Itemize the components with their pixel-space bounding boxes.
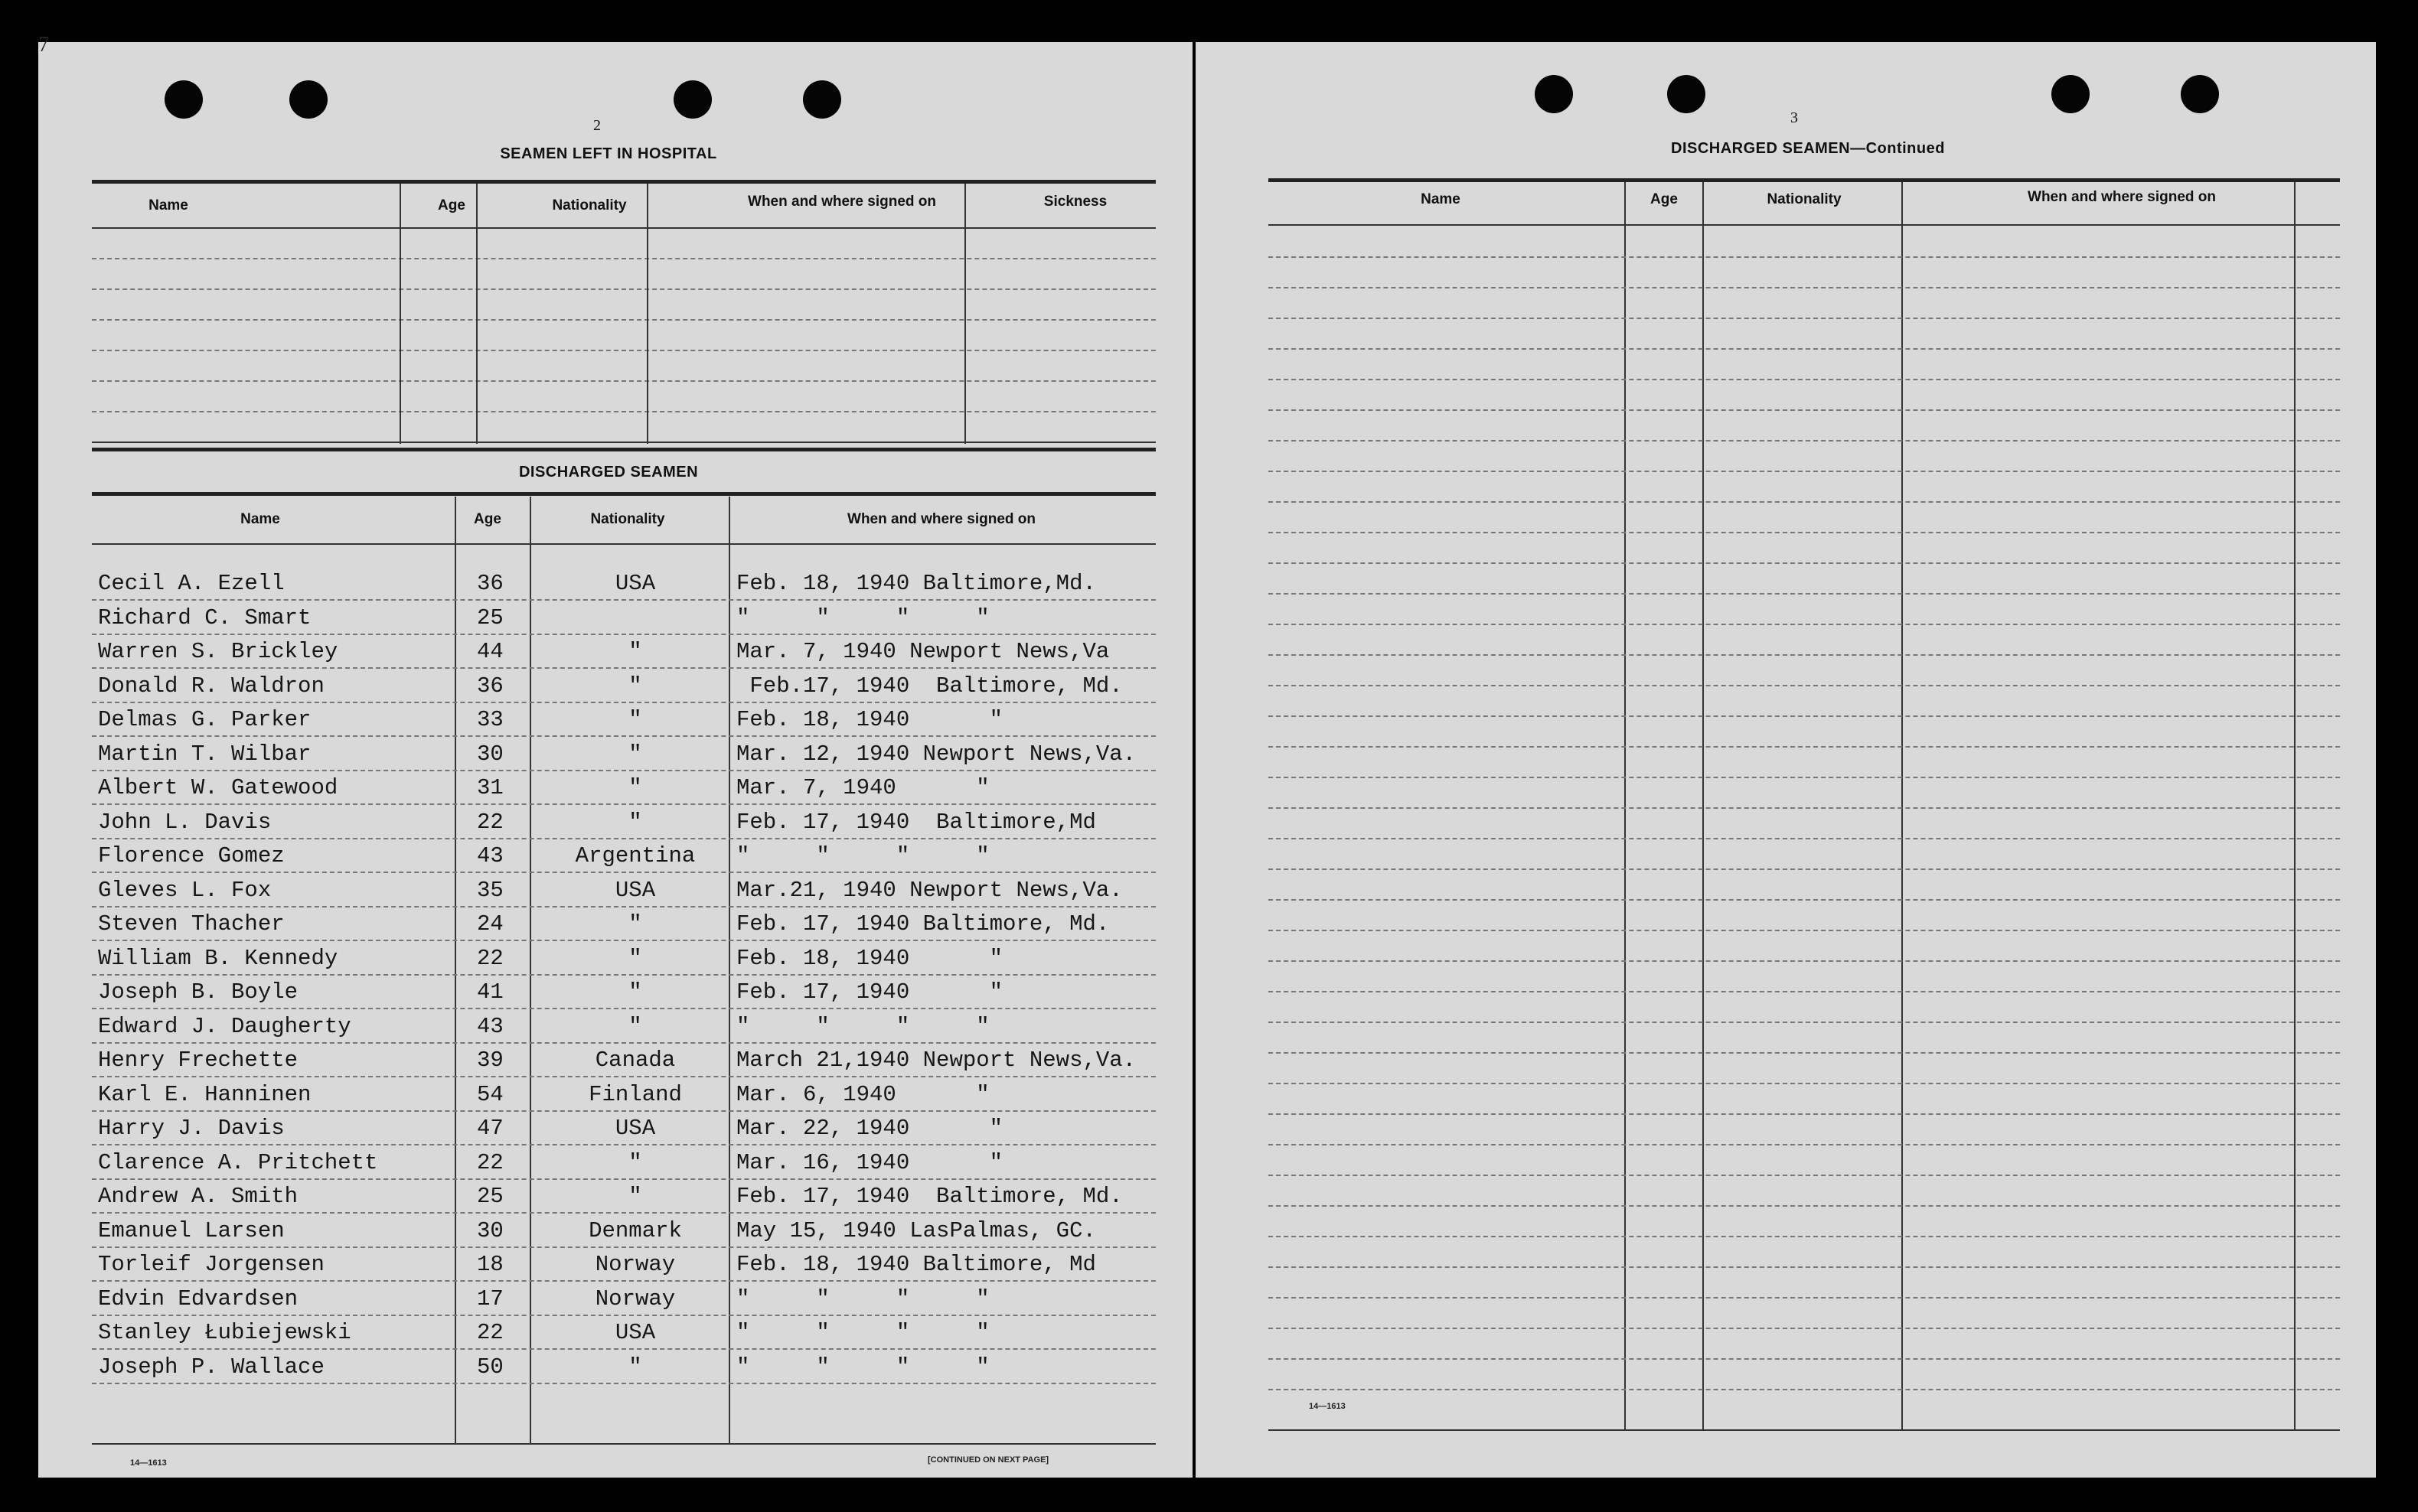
crew-age: 43 <box>477 843 504 868</box>
column-header-age: Age <box>438 197 465 213</box>
hospital-section-title: SEAMEN LEFT IN HOSPITAL <box>500 145 717 162</box>
crew-name: William B. Kennedy <box>98 946 338 971</box>
ruled-line <box>1268 991 2340 992</box>
continued-note: [CONTINUED ON NEXT PAGE] <box>928 1455 1049 1465</box>
crew-signed-on: Mar. 22, 1940 " <box>736 1116 1003 1141</box>
ruled-line <box>1268 593 2340 595</box>
ruled-line <box>92 803 1156 805</box>
crew-age: 22 <box>477 810 504 835</box>
column-header-sickness: Sickness <box>1043 194 1108 210</box>
ruled-line <box>92 872 1156 873</box>
crew-signed-on: Feb. 18, 1940 Baltimore, Md <box>736 1252 1096 1277</box>
form-number: 14—1613 <box>130 1458 167 1468</box>
ruled-line <box>92 735 1156 737</box>
ruled-line <box>92 1383 1156 1384</box>
crew-age: 36 <box>477 673 504 699</box>
ruled-line <box>1268 1389 2340 1390</box>
ruled-line <box>1268 501 2340 503</box>
crew-age: 33 <box>477 707 504 732</box>
crew-age: 24 <box>477 911 504 937</box>
column-header-name: Name <box>240 511 280 527</box>
crew-age: 50 <box>477 1354 504 1380</box>
column-header-signed-on: When and where signed on <box>748 194 936 210</box>
crew-name: Joseph P. Wallace <box>98 1354 325 1380</box>
ruled-line <box>1268 807 2340 809</box>
ruled-line <box>92 974 1156 976</box>
crew-signed-on: Mar. 6, 1940 " <box>736 1082 990 1107</box>
ruled-line <box>92 1110 1156 1112</box>
crew-signed-on: Mar. 16, 1940 " <box>736 1150 1003 1175</box>
ruled-line <box>92 1008 1156 1009</box>
ruled-line <box>1268 1266 2340 1268</box>
crew-signed-on: Feb. 18, 1940 " <box>736 707 1003 732</box>
ruled-line <box>92 599 1156 601</box>
column-divider <box>1901 182 1903 1429</box>
crew-name: Harry J. Davis <box>98 1116 285 1141</box>
crew-nationality: Finland <box>589 1082 682 1107</box>
crew-age: 30 <box>477 741 504 767</box>
crew-age: 43 <box>477 1014 504 1039</box>
crew-signed-on: Feb. 17, 1940 Baltimore, Md. <box>736 911 1110 937</box>
crew-signed-on: May 15, 1940 LasPalmas, GC. <box>736 1218 1096 1243</box>
crew-name: Martin T. Wilbar <box>98 741 312 767</box>
ruled-line <box>1268 287 2340 288</box>
crew-signed-on: Feb. 17, 1940 Baltimore,Md <box>736 810 1096 835</box>
table-rule <box>92 448 1156 451</box>
crew-nationality: USA <box>615 878 656 903</box>
ruled-line <box>92 1042 1156 1044</box>
crew-nationality: " <box>628 673 642 699</box>
crew-nationality: " <box>628 639 642 664</box>
crew-signed-on: Feb. 18, 1940 Baltimore,Md. <box>736 571 1096 596</box>
table-rule <box>92 442 1156 443</box>
crew-name: Emanuel Larsen <box>98 1218 285 1243</box>
ruled-line <box>1268 777 2340 778</box>
discharged-section-title: DISCHARGED SEAMEN <box>518 464 699 481</box>
left-page <box>38 33 1193 1478</box>
column-header-nationality: Nationality <box>552 197 627 213</box>
crew-age: 17 <box>477 1286 504 1312</box>
ruled-line <box>1268 654 2340 656</box>
column-header-age: Age <box>1650 191 1678 207</box>
ruled-line <box>92 350 1156 351</box>
crew-signed-on: " " " " <box>736 1354 990 1380</box>
ruled-line <box>92 1178 1156 1180</box>
table-rule <box>1268 224 2340 226</box>
crew-nationality: " <box>628 810 642 835</box>
crew-signed-on: Feb. 18, 1940 " <box>736 946 1003 971</box>
crew-nationality: USA <box>615 1320 656 1345</box>
crew-signed-on: " " " " <box>736 1014 990 1039</box>
ruled-line <box>92 1280 1156 1282</box>
ruled-line <box>92 1144 1156 1145</box>
crew-signed-on: " " " " <box>736 843 990 868</box>
ruled-line <box>92 411 1156 412</box>
crew-nationality: " <box>628 979 642 1005</box>
crew-nationality: Norway <box>595 1286 676 1312</box>
ruled-line <box>92 702 1156 703</box>
ruled-line <box>92 258 1156 259</box>
crew-signed-on: " " " " <box>736 1286 990 1312</box>
ruled-line <box>1268 1205 2340 1207</box>
ruled-line <box>92 634 1156 635</box>
ruled-line <box>92 906 1156 908</box>
crew-name: Joseph B. Boyle <box>98 979 299 1005</box>
crew-age: 25 <box>477 1184 504 1209</box>
crew-age: 47 <box>477 1116 504 1141</box>
crew-age: 54 <box>477 1082 504 1107</box>
punch-hole <box>2051 75 2090 113</box>
ruled-line <box>1268 440 2340 442</box>
column-header-signed-on: When and where signed on <box>2028 189 2216 205</box>
column-divider <box>530 497 531 1443</box>
ruled-line <box>1268 471 2340 472</box>
ruled-line <box>1268 256 2340 258</box>
crew-name: Torleif Jorgensen <box>98 1252 325 1277</box>
column-header-name: Name <box>1421 191 1460 207</box>
ruled-line <box>1268 685 2340 686</box>
ruled-line <box>1268 1052 2340 1054</box>
crew-name: Florence Gomez <box>98 843 285 868</box>
crew-nationality: USA <box>615 1116 656 1141</box>
punch-hole <box>1667 75 1705 113</box>
punch-hole <box>674 80 712 119</box>
ruled-line <box>1268 624 2340 625</box>
ruled-line <box>92 1315 1156 1316</box>
crew-nationality: Canada <box>595 1048 676 1073</box>
crew-name: Clarence A. Pritchett <box>98 1150 378 1175</box>
ruled-line <box>1268 1328 2340 1329</box>
ruled-line <box>1268 960 2340 962</box>
crew-signed-on: Mar. 7, 1940 " <box>736 775 990 800</box>
crew-nationality: " <box>628 946 642 971</box>
crew-signed-on: Feb. 17, 1940 Baltimore, Md. <box>736 1184 1123 1209</box>
ruled-line <box>1268 746 2340 748</box>
column-divider <box>964 184 966 444</box>
crew-age: 39 <box>477 1048 504 1073</box>
crew-name: Steven Thacher <box>98 911 285 937</box>
crew-signed-on: March 21,1940 Newport News,Va. <box>736 1048 1137 1073</box>
crew-age: 22 <box>477 1150 504 1175</box>
crew-age: 18 <box>477 1252 504 1277</box>
column-divider <box>455 497 456 1443</box>
page-number: 3 <box>1790 109 1798 126</box>
crew-age: 35 <box>477 878 504 903</box>
column-divider <box>1624 182 1626 1429</box>
crew-nationality: " <box>628 707 642 732</box>
crew-signed-on: " " " " <box>736 605 990 631</box>
punch-hole <box>165 80 203 119</box>
punch-hole <box>289 80 328 119</box>
crew-name: Cecil A. Ezell <box>98 571 285 596</box>
ruled-line <box>92 380 1156 382</box>
ruled-line <box>1268 1236 2340 1237</box>
ruled-line <box>92 1212 1156 1214</box>
ruled-line <box>1268 318 2340 319</box>
corner-mark: 7 <box>38 33 49 57</box>
crew-name: Donald R. Waldron <box>98 673 325 699</box>
punch-hole <box>803 80 841 119</box>
crew-age: 30 <box>477 1218 504 1243</box>
crew-age: 22 <box>477 946 504 971</box>
table-rule <box>92 180 1156 184</box>
ruled-line <box>1268 532 2340 533</box>
crew-nationality: " <box>628 911 642 937</box>
crew-name: Karl E. Hanninen <box>98 1082 312 1107</box>
table-rule <box>92 543 1156 545</box>
crew-signed-on: Mar. 7, 1940 Newport News,Va <box>736 639 1110 664</box>
crew-name: Stanley Łubiejewski <box>98 1320 351 1345</box>
ruled-line <box>1268 715 2340 717</box>
crew-name: Gleves L. Fox <box>98 878 272 903</box>
ruled-line <box>1268 1144 2340 1145</box>
table-rule <box>92 1443 1156 1445</box>
ruled-line <box>1268 868 2340 870</box>
crew-signed-on: Mar. 12, 1940 Newport News,Va. <box>736 741 1137 767</box>
column-header-nationality: Nationality <box>1767 191 1842 207</box>
ruled-line <box>1268 1022 2340 1023</box>
crew-nationality: " <box>628 1184 642 1209</box>
crew-age: 22 <box>477 1320 504 1345</box>
column-header-age: Age <box>474 511 501 527</box>
crew-name: Andrew A. Smith <box>98 1184 299 1209</box>
crew-nationality: " <box>628 1150 642 1175</box>
ruled-line <box>1268 1297 2340 1299</box>
punch-hole <box>1535 75 1573 113</box>
ruled-line <box>92 667 1156 669</box>
column-divider <box>647 184 648 444</box>
crew-nationality: Norway <box>595 1252 676 1277</box>
table-rule <box>92 492 1156 496</box>
punch-hole <box>2181 75 2219 113</box>
crew-age: 36 <box>477 571 504 596</box>
page-number: 2 <box>593 117 601 134</box>
crew-age: 41 <box>477 979 504 1005</box>
column-divider <box>729 497 730 1443</box>
crew-name: Warren S. Brickley <box>98 639 338 664</box>
column-divider <box>476 184 478 444</box>
crew-signed-on: Feb. 17, 1940 " <box>736 979 1003 1005</box>
ruled-line <box>1268 1358 2340 1360</box>
column-header-name: Name <box>148 197 188 213</box>
ruled-line <box>1268 562 2340 564</box>
right-page <box>1196 42 2376 1478</box>
ruled-line <box>1268 930 2340 931</box>
ruled-line <box>92 288 1156 290</box>
ruled-line <box>92 1076 1156 1077</box>
ruled-line <box>92 1348 1156 1350</box>
crew-name: Albert W. Gatewood <box>98 775 338 800</box>
crew-signed-on: Mar.21, 1940 Newport News,Va. <box>736 878 1123 903</box>
table-rule <box>92 227 1156 229</box>
ruled-line <box>92 940 1156 941</box>
ruled-line <box>1268 838 2340 839</box>
ruled-line <box>1268 379 2340 380</box>
crew-name: Richard C. Smart <box>98 605 312 631</box>
crew-name: Edward J. Daugherty <box>98 1014 351 1039</box>
column-divider <box>2294 182 2296 1429</box>
crew-signed-on: Feb.17, 1940 Baltimore, Md. <box>736 673 1123 699</box>
column-header-nationality: Nationality <box>590 511 665 527</box>
form-number: 14—1613 <box>1309 1402 1346 1411</box>
crew-age: 44 <box>477 639 504 664</box>
crew-name: John L. Davis <box>98 810 272 835</box>
crew-nationality: Argentina <box>575 843 696 868</box>
crew-age: 25 <box>477 605 504 631</box>
ruled-line <box>92 1246 1156 1248</box>
ruled-line <box>1268 409 2340 411</box>
ruled-line <box>92 770 1156 771</box>
ruled-line <box>1268 899 2340 901</box>
crew-name: Henry Frechette <box>98 1048 299 1073</box>
crew-signed-on: " " " " <box>736 1320 990 1345</box>
crew-name: Delmas G. Parker <box>98 707 312 732</box>
crew-nationality: " <box>628 741 642 767</box>
ruled-line <box>1268 1175 2340 1176</box>
ruled-line <box>92 838 1156 839</box>
ruled-line <box>1268 1083 2340 1084</box>
crew-nationality: Denmark <box>589 1218 682 1243</box>
crew-nationality: " <box>628 1014 642 1039</box>
crew-nationality: " <box>628 1354 642 1380</box>
crew-nationality: USA <box>615 571 656 596</box>
ruled-line <box>1268 1113 2340 1115</box>
continued-section-title: DISCHARGED SEAMEN—Continued <box>1671 140 1945 157</box>
column-header-signed-on: When and where signed on <box>847 511 1036 527</box>
column-divider <box>400 184 401 444</box>
ruled-line <box>1268 348 2340 350</box>
crew-name: Edvin Edvardsen <box>98 1286 299 1312</box>
table-rule <box>1268 178 2340 182</box>
crew-nationality: " <box>628 775 642 800</box>
ruled-line <box>92 319 1156 321</box>
table-rule <box>1268 1429 2340 1431</box>
crew-age: 31 <box>477 775 504 800</box>
column-divider <box>1702 182 1704 1429</box>
